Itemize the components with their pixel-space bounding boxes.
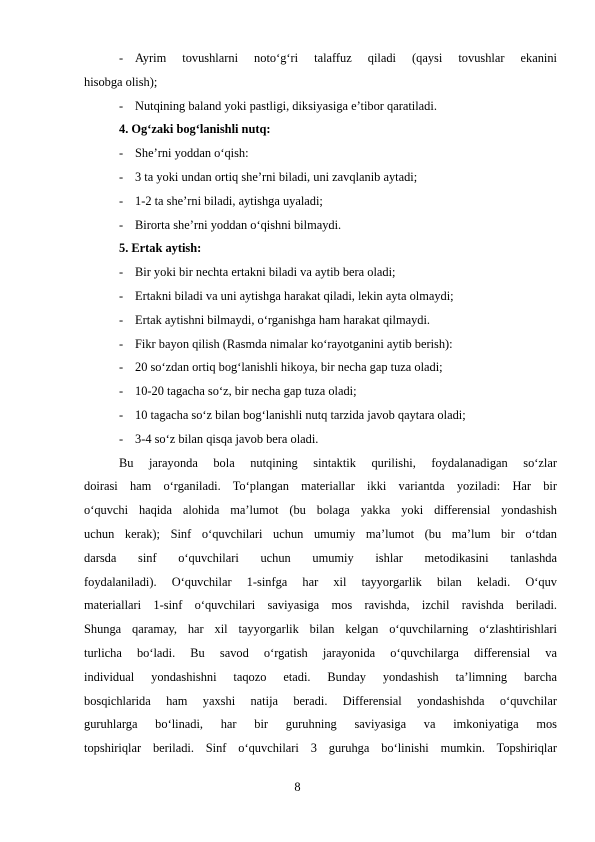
list-item <box>84 380 557 404</box>
list-dash: - <box>119 217 124 232</box>
list-dash: - <box>119 169 124 184</box>
list-item-text: 20 so‘zdan ortiq bog‘lanishli hikoya, bir necha gap tuza oladi; <box>135 360 443 375</box>
list-item-text: Nutqining baland yoki pastligi, diksiyasiga e’tibor qaratiladi. <box>135 98 437 113</box>
list-item <box>84 47 557 71</box>
paragraph-line: bosqichlarida ham yaxshi natija beradi. Differensial yondashishda o‘quvchilar <box>84 693 557 708</box>
list-item-text: Ertak aytishni bilmaydi, o‘rganishga ham harakat qilmaydi. <box>135 312 431 327</box>
list-dash: - <box>119 193 124 208</box>
paragraph-line: materiallari 1-sinf o‘quvchilari saviyasiga mos ravishda, izchil ravishda beriladi. <box>84 598 557 613</box>
list-dash: - <box>119 288 124 303</box>
paragraph-line: foydalaniladi). O‘quvchilar 1-sinfga har xil tayyorgarlik bilan keladi. O‘quv <box>84 574 557 589</box>
paragraph-line: Bu jarayonda bola nutqining sintaktik qurilishi, foydalanadigan so‘zlar <box>119 455 557 470</box>
list-item <box>84 95 557 119</box>
list-item-text: 3-4 so‘z bilan qisqa javob bera oladi. <box>135 431 319 446</box>
paragraph-line: guruhlarga bo‘linadi, har bir guruhning saviyasiga va imkoniyatiga mos <box>84 717 557 732</box>
list-dash: - <box>119 384 124 399</box>
paragraph-line: individual yondashishni taqozo etadi. Bunday yondashish ta’limning barcha <box>84 669 557 684</box>
list-item-text: Bir yoki bir nechta ertakni biladi va aytib bera oladi; <box>135 265 396 280</box>
list-item-text: hisobga olish); <box>84 74 158 89</box>
paragraph-line: uchun kerak); Sinf o‘quvchilari uchun umumiy ma’lumot (bu ma’lum bir o‘tdan <box>84 526 557 541</box>
list-item-text: Birorta she’rni yoddan o‘qishni bilmaydi. <box>135 217 342 232</box>
list-dash: - <box>119 312 124 327</box>
section-heading: 5. Ertak aytish: <box>119 241 202 256</box>
section-heading: 4. Og‘zaki bog‘lanishli nutq: <box>119 122 271 137</box>
list-item-continuation <box>84 71 557 95</box>
list-dash: - <box>119 407 124 422</box>
paragraph-line: doirasi ham o‘rganiladi. To‘plangan materiallar ikki variantda yoziladi: Har bir <box>84 479 557 494</box>
list-dash: - <box>119 265 124 280</box>
list-item <box>84 309 557 333</box>
list-dash: - <box>119 360 124 375</box>
list-item-text: 1-2 ta she’rni biladi, aytishga uyaladi; <box>135 193 323 208</box>
list-item <box>84 166 557 190</box>
list-item-text: Fikr bayon qilish (Rasmda nimalar ko‘rayotganini aytib berish): <box>135 336 453 351</box>
list-dash: - <box>119 98 124 113</box>
list-item <box>84 190 557 214</box>
list-item-text: She’rni yoddan o‘qish: <box>135 146 249 161</box>
list-item-text: 3 ta yoki undan ortiq she’rni biladi, uni zavqlanib aytadi; <box>135 169 418 184</box>
list-item-text: 10-20 tagacha so‘z, bir necha gap tuza oladi; <box>135 384 357 399</box>
list-item <box>84 356 557 380</box>
list-item <box>84 285 557 309</box>
body-paragraph <box>84 452 557 761</box>
list-item <box>84 428 557 452</box>
list-item <box>84 214 557 238</box>
list-item-text: Ertakni biladi va uni aytishga harakat qiladi, lekin ayta olmaydi; <box>135 288 454 303</box>
paragraph-line: Shunga qaramay, har xil tayyorgarlik bilan kelgan o‘quvchilarning o‘zlashtirishlari <box>84 622 557 637</box>
list-dash: - <box>119 431 124 446</box>
paragraph-line: topshiriqlar beriladi. Sinf o‘quvchilari 3 guruhga bo‘linishi mumkin. Topshiriqlar <box>84 741 557 756</box>
page-content <box>84 47 557 761</box>
list-item <box>84 333 557 357</box>
list-item <box>84 404 557 428</box>
paragraph-line: o‘quvchi haqida alohida ma’lumot (bu bolaga yakka yoki differensial yondashish <box>84 503 557 518</box>
paragraph-line: turlicha bo‘ladi. Bu savod o‘rgatish jarayonida o‘quvchilarga differensial va <box>84 645 557 660</box>
list-item-text: 10 tagacha so‘z bilan bog‘lanishli nutq tarzida javob qaytara oladi; <box>135 407 466 422</box>
list-item-text: Ayrim tovushlarni noto‘g‘ri talaffuz qiladi (qaysi tovushlar ekanini <box>135 51 557 65</box>
list-item <box>84 142 557 166</box>
list-dash: - <box>119 336 124 351</box>
list-dash: - <box>119 146 124 161</box>
page-number: 8 <box>294 780 301 794</box>
list-dash: - <box>119 51 124 65</box>
list-item <box>84 261 557 285</box>
paragraph-line: darsda sinf o‘quvchilari uchun umumiy ishlar metodikasini tanlashda <box>84 550 557 565</box>
